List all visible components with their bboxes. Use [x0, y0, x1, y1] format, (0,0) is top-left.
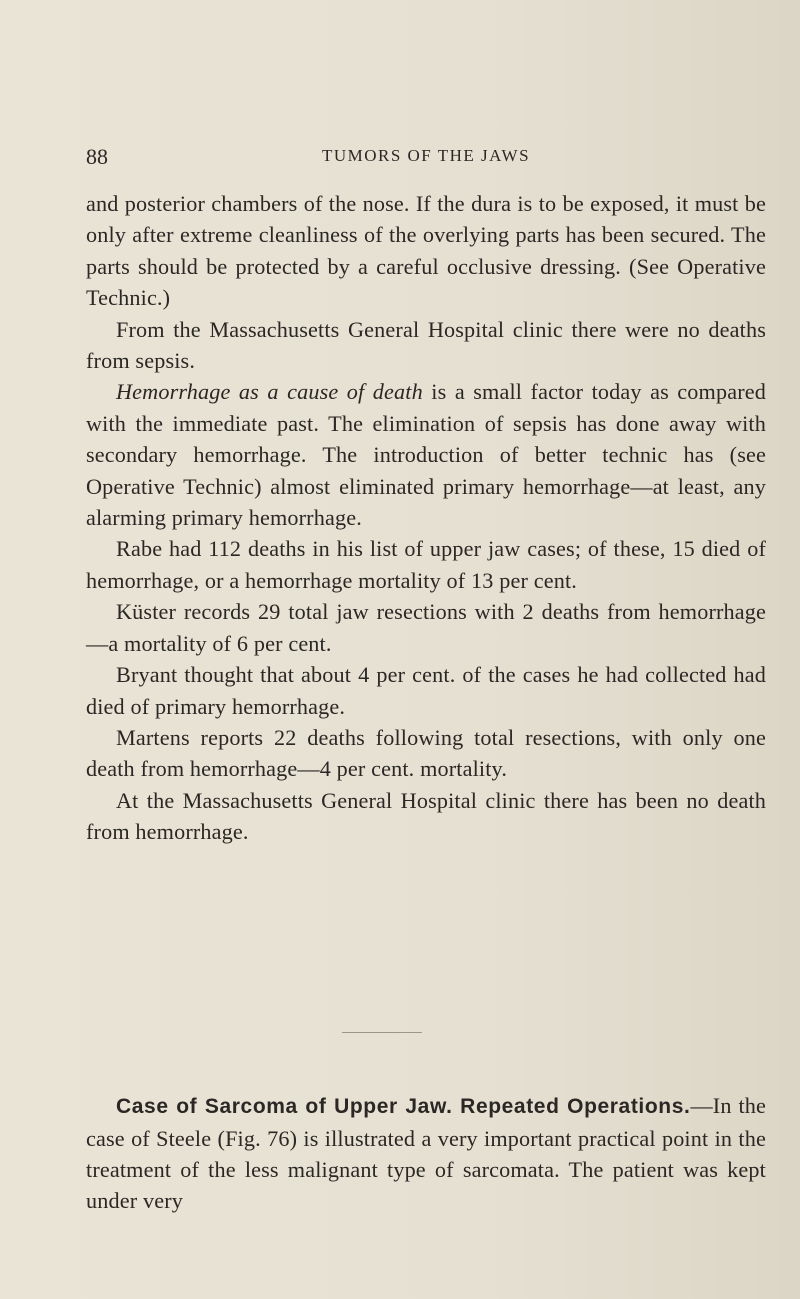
running-head: TUMORS OF THE JAWS — [321, 146, 531, 165]
paragraph-hemorrhage-text: is a small factor today as compared with the immediate past. The elimination of sepsis has done away with secondary hemorrhage. The introduction of better technic has (see Operative Technic) almost eliminated primary hemorrhage—at least, any alarming primary hemorrhage. — [86, 379, 766, 531]
case-paragraph — [86, 1090, 766, 1217]
paragraph-sepsis-deaths: From the Massachusetts General Hospital clinic there were no deaths from sepsis. — [86, 316, 766, 374]
case-text: —In the case of Steele (Fig. 76) is illustrated a very important practical point in the treatment of the less malignant type of sarcomata. The patient was kept under very — [86, 1093, 767, 1214]
section-divider — [342, 1032, 422, 1033]
paragraph-kuster: Küster records 29 total jaw resections with 2 deaths from hemorrhage—a mortality of 6 per cent. — [86, 599, 766, 656]
case-title: Case of Sarcoma of Upper Jaw. Repeated Operations. — [116, 1095, 691, 1119]
paragraph-continuation: and posterior chambers of the nose. If the dura is to be exposed, it must be only after extreme cleanliness of the overlying parts has been secured. The parts should be protected by a careful occlusive dressing. (See Operative Technic.) — [86, 191, 766, 311]
paragraph-mgh-clinic: At the Massachusetts General Hospital clinic there has been no death from hemorrhage. — [86, 787, 766, 845]
paragraph-bryant: Bryant thought that about 4 per cent. of the cases he had collected had died of primary hemorrhage. — [86, 662, 766, 719]
paragraph-rabe: Rabe had 112 deaths in his list of upper jaw cases; of these, 15 died of hemorrhage, or a hemorrhage mortality of 13 per cent. — [86, 536, 766, 593]
paragraph-hemorrhage — [86, 376, 766, 533]
body-text — [86, 188, 766, 848]
page-header — [86, 144, 766, 174]
italic-heading: Hemorrhage as a cause of death — [116, 379, 423, 405]
paragraph-martens: Martens reports 22 deaths following total resections, with only one death from hemorrhage—4 per cent. mortality. — [86, 724, 766, 782]
page-number: 88 — [86, 144, 108, 169]
